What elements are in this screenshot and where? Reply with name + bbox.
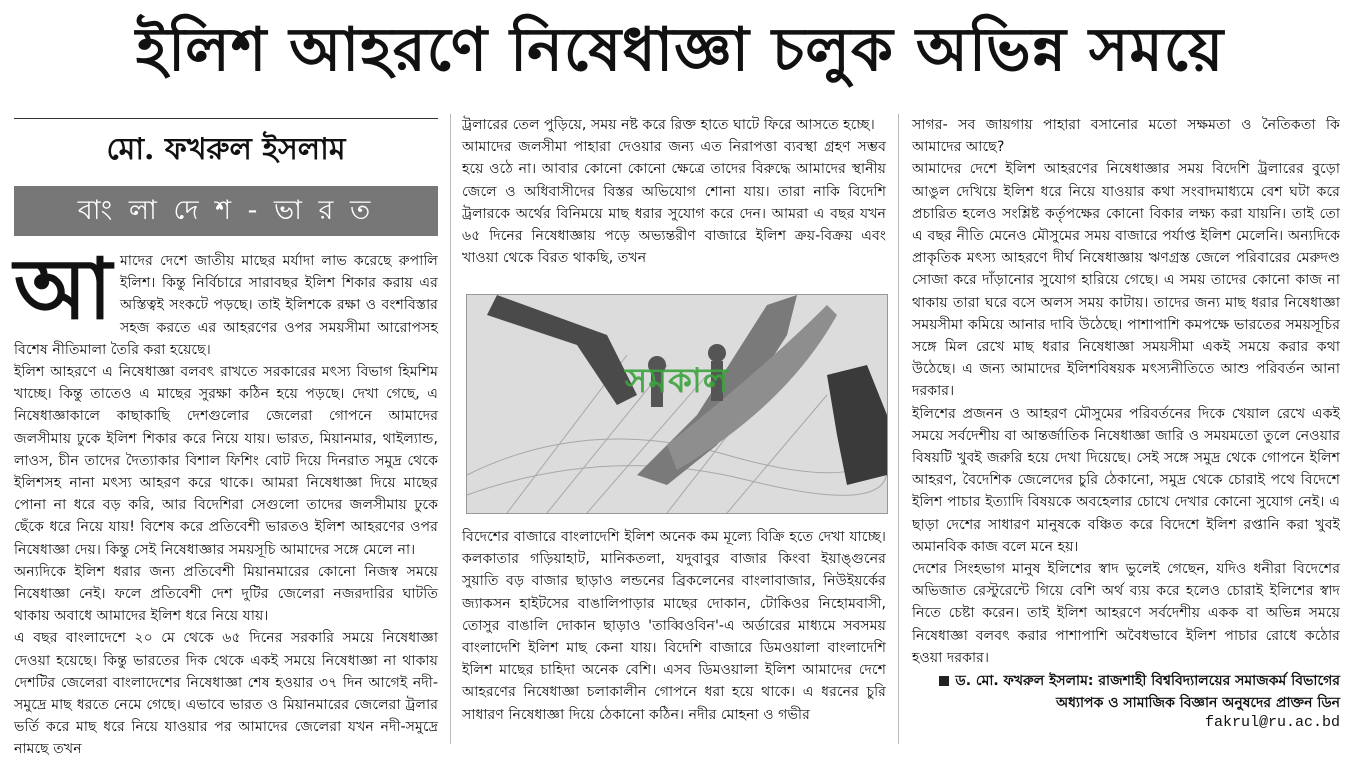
paragraph: আমাদের দেশে ইলিশ আহরণের নিষেধাজ্ঞার সময় বিদেশি ট্রলারের বুড়ো আঙুল দেখিয়ে ইলিশ ধরে নিয়ে যাওয়ার কথা সংবাদমাধ্যমে বেশ ঘটা করে প্রচারিত হলেও সংশ্লিষ্ট কর্তৃপক্ষের কোনো বিকার লক্ষ্য করা যায়নি। তাই তো এ বছর নীতি মেনেও মৌসুমের সময় বাজারে পর্যাপ্ত ইলিশ মেলেনি। অন্যদিকে প্রাকৃতিক মৎস্য আহরণে দীর্ঘ নিষেধাজ্ঞায় ঋণগ্রস্ত জেলে পরিবারের মেরুদণ্ড সোজা করে দাঁড়ানোর সুযোগ হারিয়ে গেছে। এ সময় তাদের কোনো কাজ না থাকায় তারা ঘরে বসে অলস সময় কাটায়। তাদের জন্য মাছ ধরার নিষেধাজ্ঞা সময়সীমা কমিয়ে আনার দাবি উঠেছে। পাশাপাশি কমপক্ষে ভারতের সময়সূচির সঙ্গে মিল রেখে মাছ ধরার নিষেধাজ্ঞা সময়সীমা একই সময়ে করার কথা উঠেছে। এ জন্য আমাদের ইলিশবিষয়ক মৎস্যনীতিতে আশু পরিবর্তন আনা দরকার। (912, 161, 1340, 400)
paragraph: মাদের দেশে জাতীয় মাছের মর্যাদা লাভ করেছে রুপালি ইলিশ। কিন্তু নির্বিচারে সারাবছর ইলিশ শিকার করায় এর অস্তিত্বই সংকটে পড়ছে। তাই ইলিশকে রক্ষা ও বংশবিস্তার সহজ করতে এর আহরণের ওপর সময়সীমা আরোপসহ বিশেষ নীতিমালা তৈরি করা হয়েছে। (14, 253, 438, 358)
paragraph: এ বছর বাংলাদেশে ২০ মে থেকে ৬৫ দিনের সরকারি সময়ে নিষেধাজ্ঞা দেওয়া হয়েছে। কিন্তু ভারতের দিক থেকে একই সময়ে নিষেধাজ্ঞা না থাকায় দেশটির জেলেরা বাংলাদেশের নিষেধাজ্ঞা শেষ হওয়ার ৩৭ দিন আগেই নদী-সমুদ্রে মাছ ধরতে নেমে গেছে। এভাবে ভারত ও মিয়ানমারের জেলেরা ট্রলার ভর্তি করে মাছ ধরে নিয়ে যাওয়ার পর আমাদের জেলেরা যখন নদী-সমুদ্রে নামছে তখন (14, 630, 438, 758)
paragraph: বিদেশের বাজারে বাংলাদেশি ইলিশ অনেক কম মূল্যে বিক্রি হতে দেখা যাচ্ছে। কলকাতার গড়িয়াহাট, মানিকতলা, যদুবাবুর বাজার কিংবা ইয়াঙ্গুনের সুয়াতি বড় বাজার ছাড়াও লন্ডনের ব্রিকলেনের বাংলাবাজার, নিউইয়র্কের জ্যাকসন হাইটসের বাঙালিপাড়ার মাছের দোকান, টোকিওর নিহোমবাসী, তোসুর বাঙালি দোকান ছাড়াও 'তাব্বিওবিন'-এ অর্ডারের মাধ্যমে সবসময় বাংলাদেশি ইলিশ মাছ কেনা যায়। বিদেশি বাজারে ডিমওয়ালা বাংলাদেশি ইলিশ মাছের চাহিদা অনেক বেশি। এসব ডিমওয়ালা ইলিশ আমাদের দেশে আহরণের নিষেধাজ্ঞা চলাকালীন গোপনে ধরা হয়ে থাকে। এ ধরনের চুরি সাধারণ নিষেধাজ্ঞা দিয়ে ঠেকানো কঠিন। নদীর মোহনা ও গভীর (462, 529, 886, 723)
column-divider (450, 114, 451, 744)
paragraph: ট্রলারের তেল পুড়িয়ে, সময় নষ্ট করে রিক্ত হাতে ঘাটে ফিরে আসতে হচ্ছে। (462, 117, 875, 133)
paragraph: অন্যদিকে ইলিশ ধরার জন্য প্রতিবেশী মিয়ানমারের কোনো নিজস্ব সময়ে নিষেধাজ্ঞা নেই। ফলে প্রতিবেশী দেশ দুটির জেলেরা নজরদারির ঘাটতি থাকায় অবাধে আমাদের ইলিশ ধরে নিয়ে যায়। (14, 563, 438, 625)
paragraph: ইলিশ আহরণে এ নিষেধাজ্ঞা বলবৎ রাখতে সরকারের মৎস্য বিভাগ হিমশিম খাচ্ছে। কিন্তু তাতেও এ মাছের সুরক্ষা কঠিন হয়ে পড়ছে। দেখা গেছে, এ নিষেধাজ্ঞাকালে কাছাকাছি দেশগুলোর জেলেরা গোপনে আমাদের জলসীমায় ঢুকে ইলিশ শিকার করে নিয়ে যায়। ভারত, মিয়ানমার, থাইল্যান্ড, লাওস, চীন তাদের দৈত্যাকার বিশাল ফিশিং বোট দিয়ে দিনরাত সমুদ্র থেকে ইলিশসহ নানা মৎস্য আহরণ করে থাকে। আমরা নিষেধাজ্ঞা দিয়ে মাছের পোনা না ধরে বড় করি, আর বিদেশিরা সেগুলো তাদের জলসীমায় ঢুকে ছেঁকে ধরে নিয়ে যায়! বিশেষ করে প্রতিবেশী ভারতও ইলিশ আহরণের ওপর নিষেধাজ্ঞা দেয়। কিন্তু সেই নিষেধাজ্ঞার সময়সূচি আমাদের সঙ্গে মেলে না। (14, 364, 438, 558)
square-bullet-icon (939, 676, 949, 686)
column-2-top (462, 114, 886, 278)
column-divider (898, 114, 899, 744)
photo-watermark: সমকাল (624, 361, 730, 401)
author-note (926, 670, 1340, 714)
column-1 (14, 239, 438, 758)
headline: ইলিশ আহরণে নিষেধাজ্ঞা চলুক অভিন্ন সময়ে (135, 15, 1225, 85)
paragraph: দেশের সিংহভাগ মানুষ ইলিশের স্বাদ ভুলেই গেছেন, যদিও ধনীরা বিদেশের অভিজাত রেস্টুরেন্টে গিয়ে বেশি অর্থ ব্যয় করে হলেও চোরাই ইলিশের স্বাদ নিতে চেষ্টা করেন। তাই ইলিশ আহরণে সর্বদেশীয় একক বা অভিন্ন সময়ে নিষেধাজ্ঞা বলবৎ করার পাশাপাশি অবৈধভাবে ইলিশ পাচার রোধে কঠোর হওয়া দরকার। (912, 561, 1340, 666)
fishing-photo (466, 294, 888, 514)
byline-rule (14, 118, 438, 119)
paragraph: সাগর- সব জায়গায় পাহারা বসানোর মতো সক্ষমতা ও নৈতিকতা কি আমাদের আছে? (912, 117, 1340, 156)
column-3 (912, 114, 1340, 666)
paragraph: আমাদের জলসীমা পাহারা দেওয়ার জন্য এত নিরাপত্তা ব্যবস্থা গ্রহণ সম্ভব হয়ে ওঠে না। আবার কোনো কোনো ক্ষেত্রে তাদের বিরুদ্ধে আমাদের স্থানীয় জেলে ও অধিবাসীদের বিস্তর অভিযোগ শোনা যায়। তারা নাকি বিদেশি ট্রলারকে অর্থের বিনিময়ে মাছ ধরার সুযোগ করে দেন। আমরা এ বছর যখন ৬৫ দিনের নিষেধাজ্ঞায় পড়ে অভ্যন্তরীণ বাজারে ইলিশ ক্রয়-বিক্রয় এবং খাওয়া থেকে বিরত থাকছি, তখন (462, 139, 886, 267)
author-note-text: ড. মো. ফখরুল ইসলাম: রাজশাহী বিশ্ববিদ্যালয়ের সমাজকর্ম বিভাগের অধ্যাপক ও সামাজিক বিজ্ঞান অনুষদের প্রাক্তন ডিন (955, 673, 1340, 711)
section-band: বাং লা দে শ - ভা র ত (14, 186, 438, 236)
column-2-bottom (462, 526, 886, 746)
byline: মো. ফখরুল ইসলাম (106, 132, 346, 167)
author-email: fakrul@ru.ac.bd (1204, 714, 1340, 731)
paragraph: ইলিশের প্রজনন ও আহরণ মৌসুমের পরিবর্তনের দিকে খেয়াল রেখে একই সময়ে সর্বদেশীয় বা আন্তর্জাতিক নিষেধাজ্ঞা জারি ও সময়মতো তুলে নেওয়ার বিষয়টি খুবই জরুরি হয়ে দেখা দিয়েছে। সেই সঙ্গে সমুদ্র থেকে গোপনে ইলিশ আহরণ, বৈদেশিক জেলেদের চুরি ঠেকানো, সমুদ্র থেকে চোরাই পথে বিদেশে ইলিশ পাচার ইত্যাদি বিষয়কে অবহেলার চোখে দেখার কোনো সুযোগ নেই। এ ছাড়া দেশের সাধারণ মানুষকে বঞ্চিত করে বিদেশে ইলিশ রপ্তানি করা খুবই অমানবিক কাজ বলে মনে হয়। (912, 405, 1340, 555)
dropcap: আ (14, 239, 112, 338)
